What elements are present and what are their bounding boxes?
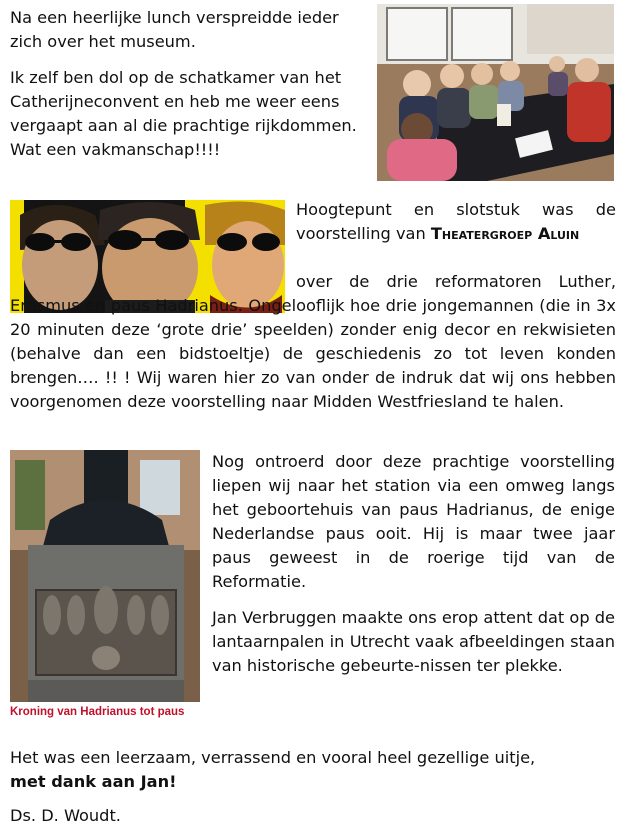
image-caption: Kroning van Hadrianus tot paus — [10, 706, 185, 718]
group-lunch-photo — [377, 4, 614, 181]
theater-text-before: Hoogtepunt en slotstuk was de voorstelling van — [296, 200, 616, 243]
treasury-paragraph: Ik zelf ben dol op de schatkamer van het Catherijneconvent en heb me weer eens vergaapt aan al die prachtige rijkdommen. Wat een vakmanschap!!!! — [10, 68, 357, 159]
signature: Ds. D. Woudt. — [10, 806, 121, 825]
thanks-line: met dank aan Jan! — [10, 772, 177, 791]
intro-paragraph: Na een heerlijke lunch verspreidde ieder zich over het museum. — [10, 8, 339, 51]
station-paragraph: Nog ontroerd door deze prachtige voorstelling liepen wij naar het station via een omweg langs het geboortehuis van paus Hadrianus, de enige Nederlandse paus ooit. Hij is maar twee jaar paus geweest in de roerige tijd van de Reformatie. — [212, 452, 615, 591]
lantern-paragraph: Jan Verbruggen maakte ons erop attent dat op de lantaarnpalen in Utrecht vaak afbeeldingen staan van historische gebeurte-nissen ter plekke. — [212, 608, 615, 675]
theater-paragraph: over de drie reformatoren Luther, Erasmus en paus Hadrianus. Ongelooflijk hoe drie jongemannen (die in 3x 20 minuten deze ‘grote drie’ speelden) zonder enig decor en rekwisieten (behalve dan een bidstoeltje) de geschiedenis zo tot leven konden brengen…. !! ! Wij waren hier zo van onder de indruk dat wij ons hebben voorgenomen deze voorstelling naar Midden Westfriesland te halen. — [10, 272, 616, 411]
lantern-relief-photo — [10, 450, 200, 702]
closing-line: Het was een leerzaam, verrassend en vooral heel gezellige uitje, — [10, 748, 536, 767]
theater-group-name: Theatergroep Aluin — [430, 224, 580, 243]
theater-paragraph-intro — [296, 198, 616, 246]
